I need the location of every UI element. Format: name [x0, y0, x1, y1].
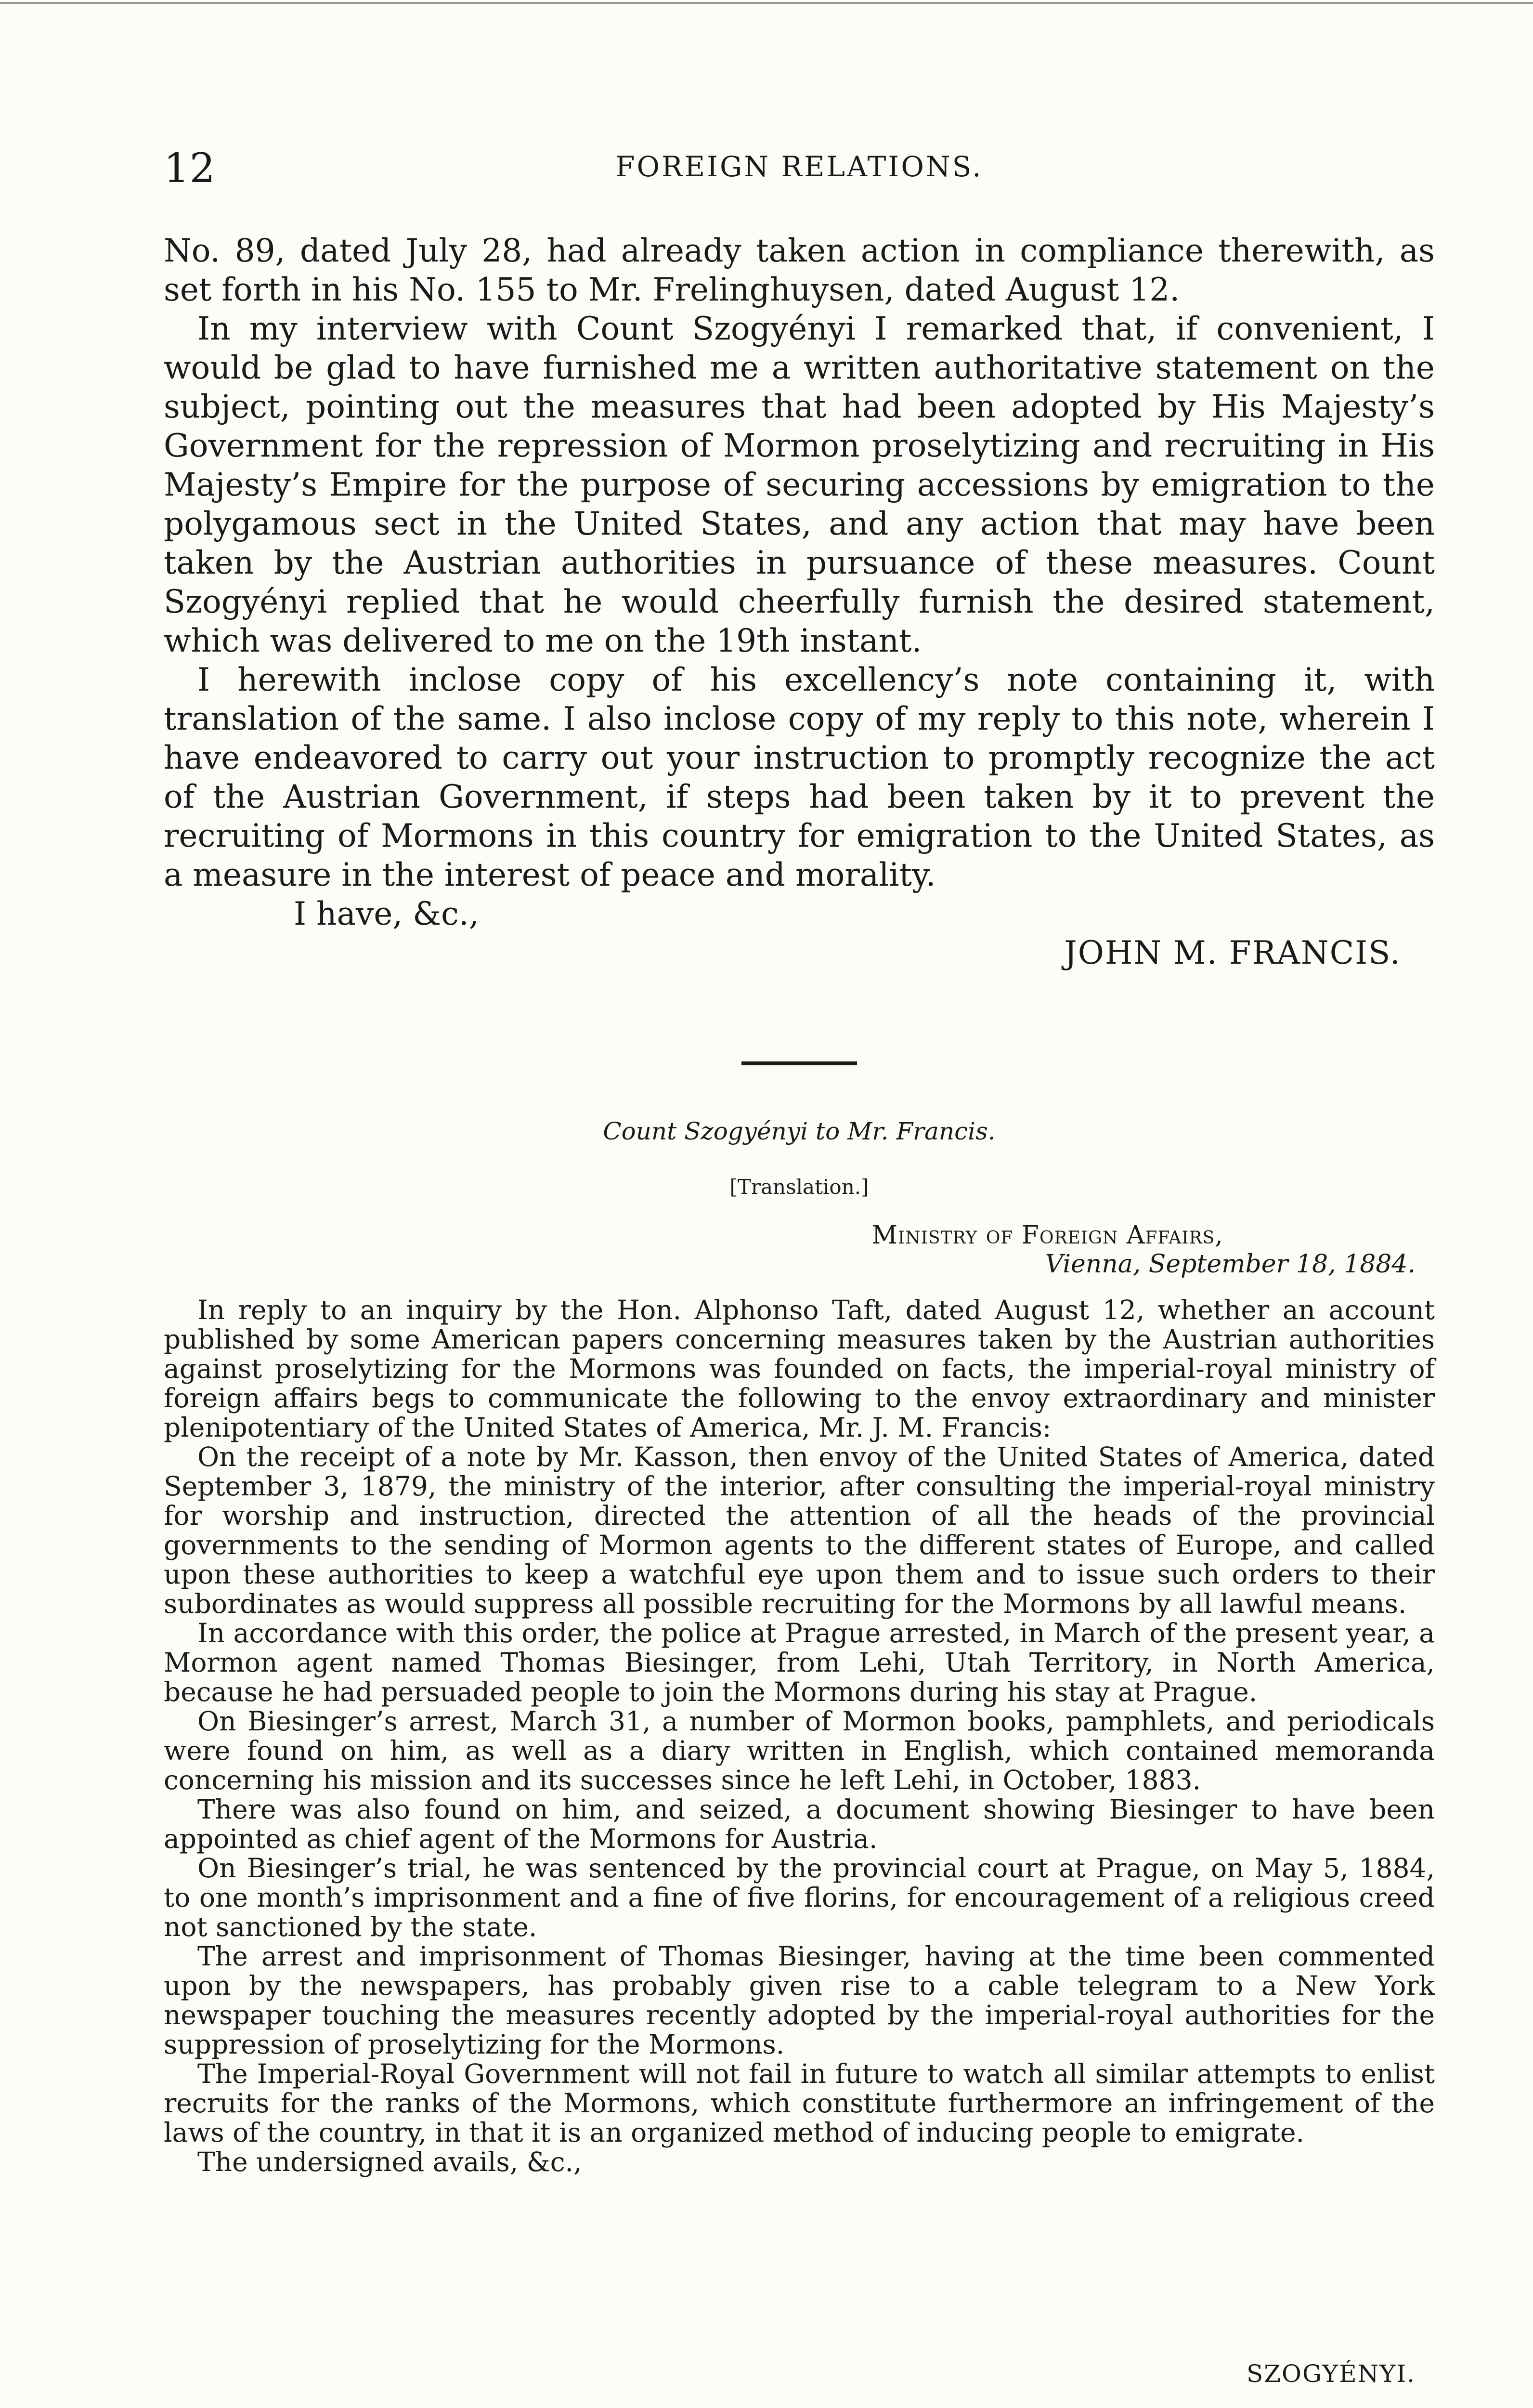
section-divider [741, 1061, 857, 1065]
letter-closing: I have, &c., [294, 895, 479, 932]
page-number: 12 [164, 144, 215, 192]
place-date-text: Vienna, September 18, 1884. [1045, 1250, 1416, 1279]
note-paragraph: The arrest and imprisonment of Thomas Biesinger, having at the time been commented upon by the newspapers, has probably given rise to a cable telegram to a New York newspaper touching the measures recently adopted by the imperial-royal authorities for the suppression of proselytizing for the Mormons. [164, 1941, 1435, 2060]
letter-body [164, 231, 1435, 972]
letter-signature: JOHN M. FRANCIS. [1064, 934, 1401, 971]
note-paragraph: On Biesinger’s arrest, March 31, a number of Mormon books, pamphlets, and periodicals were found on him, as well as a diary written in English, which contained memoranda concerning his mission and its successes since he left Lehi, in October, 1883. [164, 1706, 1435, 1795]
page-header [164, 144, 1435, 197]
enclosure-heading: Count Szogyényi to Mr. Francis. [603, 1117, 996, 1145]
letter-paragraph: In my interview with Count Szogyényi I remarked that, if convenient, I would be glad to have furnished me a written authoritative statement on the subject, pointing out the measures that had been adopted by His Majesty’s Government for the repression of Mormon proselytizing and recruiting in His Majesty’s Empire for the purpose of securing accessions by emigration to the polygamous sect in the United States, and any action that may have been taken by the Austrian authorities in pursuance of these measures. Count Szogyényi replied that he would cheerfully furnish the desired statement, which was delivered to me on the 19th instant. [164, 310, 1435, 659]
letter-paragraph: No. 89, dated July 28, had already taken action in compliance therewith, as set forth in his No. 155 to Mr. Frelinghuysen, dated August 12. [164, 232, 1435, 308]
place-date [872, 1250, 1416, 1279]
running-head: FOREIGN RELATIONS. [615, 150, 983, 183]
note-paragraph: The Imperial-Royal Government will not fail in future to watch all similar attempts to enlist recruits for the ranks of the Mormons, which constitute furthermore an infringement of the laws of the country, in that it is an organized method of inducing people to emigrate. [164, 2058, 1435, 2148]
note-paragraph: In reply to an inquiry by the Hon. Alphonso Taft, dated August 12, whether an account published by some American papers concerning measures taken by the Austrian authorities against proselytizing for the Mormons was founded on facts, the imperial-royal ministry of foreign affairs begs to communicate the following to the envoy extraordinary and minister plenipotentiary of the United States of America, Mr. J. M. Francis: [164, 1295, 1435, 1443]
note-paragraph: There was also found on him, and seized, a document showing Biesinger to have been appointed as chief agent of the Mormons for Austria. [164, 1794, 1435, 1854]
dateline [872, 1221, 1416, 1279]
note-paragraph: In accordance with this order, the police at Prague arrested, in March of the present year, a Mormon agent named Thomas Biesinger, from Lehi, Utah Territory, in North America, because he had persuaded people to join the Mormons during his stay at Prague. [164, 1618, 1435, 1707]
note-closing: The undersigned avails, &c., [197, 2146, 582, 2177]
letter-paragraph: I herewith inclose copy of his excellency’s note containing it, with translation of the same. I also inclose copy of my reply to this note, wherein I have endeavored to carry out your instruction to promptly recognize the act of the Austrian Government, if steps had been taken by it to prevent the recruiting of Mormons in this country for emigration to the United States, as a measure in the interest of peace and morality. [164, 661, 1435, 893]
top-border-rule [0, 2, 1533, 4]
note-paragraph: On Biesinger’s trial, he was sentenced by the provincial court at Prague, on May 5, 1884, to one month’s imprisonment and a fine of five florins, for encouragement of a religious creed not sanctioned by the state. [164, 1853, 1435, 1942]
enclosure-body [164, 1296, 1435, 2177]
translation-label: [Translation.] [729, 1175, 869, 1199]
note-paragraph: On the receipt of a note by Mr. Kasson, then envoy of the United States of America, dated September 3, 1879, the ministry of the interior, after consulting the imperial-royal ministry for worship and instruction, directed the attention of all the heads of the provincial governments to the sending of Mormon agents to the different states of Europe, and called upon these authorities to keep a watchful eye upon them and to issue such orders to their subordinates as would suppress all possible recruiting for the Mormons by all lawful means. [164, 1441, 1435, 1619]
institution-name: Ministry of Foreign Affairs, [871, 1221, 1223, 1250]
note-signature: SZOGYÉNYI. [1247, 2360, 1416, 2388]
